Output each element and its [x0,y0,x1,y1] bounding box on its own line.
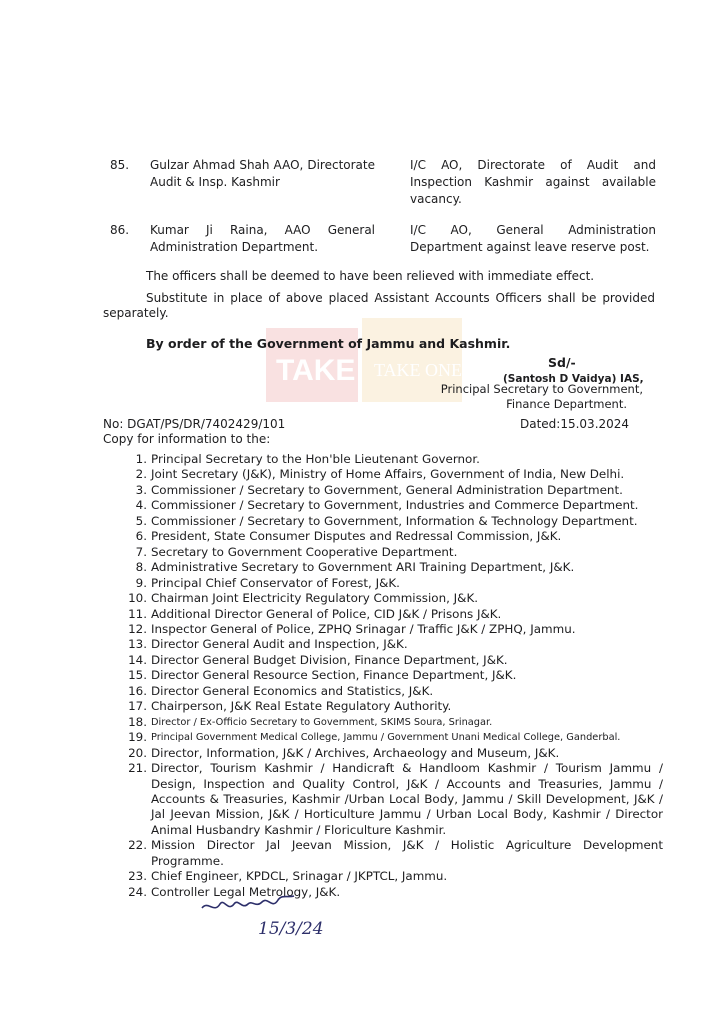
copy-list-item [103,576,663,591]
copy-list-number: 10. [128,591,147,606]
copy-list-item [103,869,663,884]
copy-list-item [103,653,663,668]
copy-list-number: 17. [128,699,147,714]
copy-list-item [103,483,663,498]
copy-list-item [103,545,663,560]
copy-list-item [103,607,663,622]
copy-list-item [103,838,663,869]
copy-list-number: 7. [135,544,147,559]
copy-list-item [103,885,663,900]
copy-list-item [103,699,663,714]
entry-posting [410,157,656,208]
copy-list-number: 12. [128,621,147,636]
copy-list-item [103,529,663,544]
copy-list-number: 2. [135,467,147,482]
copy-list-item [103,514,663,529]
copy-list-text: Chief Engineer, KPDCL, Srinagar / JKPTCL, Jammu. [151,869,448,884]
copy-list-number: 11. [128,606,147,621]
copy-list-text: Director General Audit and Inspection, J&K. [151,637,408,652]
copy-list-text: Controller Legal Metrology, J&K. [151,884,341,899]
copy-list-text: President, State Consumer Disputes and Redressal Commission, J&K. [151,529,562,544]
copy-list-text: Principal Chief Conservator of Forest, J&K. [151,575,400,590]
svg-text:TAKE ONE: TAKE ONE [374,360,463,380]
copy-list-text: Principal Government Medical College, Jammu / Government Unani Medical College, Ganderbal. [151,732,621,744]
copy-list-item [103,591,663,606]
copy-list-number: 6. [135,529,147,544]
copy-list-number: 5. [135,513,147,528]
copy-list-item [103,467,663,482]
copy-list-item [103,761,663,838]
copy-list-text: Director, Information, J&K / Archives, Archaeology and Museum, J&K. [151,745,560,760]
order-line: By order of the Government of Jammu and Kashmir. [146,336,511,351]
copy-list-text: Chairman Joint Electricity Regulatory Commission, J&K. [151,591,479,606]
signatory-department: Finance Department. [506,397,627,411]
entry-officer-line: Kumar Ji Raina, AAO General [150,223,375,237]
handwritten-initials [198,890,338,943]
reference-number: No: DGAT/PS/DR/7402429/101 [103,417,286,431]
copy-list-item [103,498,663,513]
copy-list-item [103,730,663,745]
entry-posting [410,222,656,256]
copy-list-text: Additional Director General of Police, CID J&K / Prisons J&K. [151,606,502,621]
copy-list-item [103,668,663,683]
copy-list-number: 14. [128,652,147,667]
copy-list-item [103,622,663,637]
copy-list-number: 19. [128,730,147,745]
copy-list-text: Administrative Secretary to Government ARI Training Department, J&K. [151,560,575,575]
copy-list-text: Joint Secretary (J&K), Ministry of Home Affairs, Government of India, New Delhi. [151,467,625,482]
copy-list-text: Director General Budget Division, Finance Department, J&K. [151,652,508,667]
substitute-paragraph-line2: separately. [103,306,169,320]
entry-posting-line: Department against leave reserve post. [410,240,650,254]
copy-list-item [103,684,663,699]
copy-list-number: 20. [128,745,147,760]
sd-mark: Sd/- [548,355,576,370]
copy-list-number: 23. [128,869,147,884]
relieved-paragraph: The officers shall be deemed to have been relieved with immediate effect. [146,269,595,283]
substitute-paragraph-line1: Substitute in place of above placed Assistant Accounts Officers shall be provided [146,291,655,305]
entry-officer-line: Audit & Insp. Kashmir [150,175,280,189]
svg-text:TAKE: TAKE [276,354,356,387]
entry-posting-line: vacancy. [410,192,462,206]
copy-list-item [103,560,663,575]
entry-officer-line: Gulzar Ahmad Shah AAO, Directorate [150,158,375,172]
copy-list-number: 1. [135,452,147,466]
copy-list-item [103,637,663,652]
copy-list-item [103,715,663,730]
copy-list-text: Inspector General of Police, ZPHQ Srinagar / Traffic J&K / ZPHQ, Jammu. [151,621,576,636]
entry-posting-line: Inspection Kashmir against available [410,175,656,189]
entry-officer-name [150,157,375,191]
copy-list-number: 16. [128,683,147,698]
entry-posting-line: I/C AO, Directorate of Audit and [410,158,656,172]
copy-list-number: 15. [128,668,147,683]
signatory-designation: Principal Secretary to Government, [440,382,643,396]
copy-list-number: 13. [128,637,147,652]
copy-list-item [103,746,663,761]
copy-list-text: Chairperson, J&K Real Estate Regulatory Authority. [151,699,452,714]
copy-distribution-list [103,452,663,900]
entry-officer-line: Administration Department. [150,240,319,254]
copy-list-number: 18. [128,714,147,729]
issue-date: Dated:15.03.2024 [520,417,630,431]
copy-list-text: Director General Economics and Statistics, J&K. [151,683,434,698]
copy-list-text: Director / Ex-Officio Secretary to Government, SKIMS Soura, Srinagar. [151,716,493,728]
copy-list-item [103,452,663,467]
copy-list-number: 9. [135,575,147,590]
copy-list-text: Secretary to Government Cooperative Department. [151,544,458,559]
signatory-name: (Santosh D Vaidya) IAS, [503,373,644,385]
svg-text:15/3/24: 15/3/24 [258,919,324,939]
copy-list-text: Commissioner / Secretary to Government, General Administration Department. [151,482,623,497]
copy-list-number: 22. [128,838,147,853]
entry-number: 85. [110,158,130,172]
entry-posting-line: I/C AO, General Administration [410,223,656,237]
copy-list-text: Director, Tourism Kashmir / Handicraft & Handloom Kashmir / Tourism Jammu / Design, Inspection and Quality Control, J&K / Accounts and Treasuries, Jammu / Accounts & Treasuries, Kashmir /Urban Local Body, Jammu / Skill Development, J&K / Jal Jeevan Mission, J&K / Horticulture Jammu / Urban Local Body, Kashmir / Director Animal Husbandry Kashmir / Floriculture Kashmir. [151,761,663,837]
copy-list-number: 21. [128,761,147,776]
copy-list-text: Commissioner / Secretary to Government, Industries and Commerce Department. [151,498,639,513]
entry-number: 86. [110,223,130,237]
copy-list-text: Mission Director Jal Jeevan Mission, J&K / Holistic Agriculture Development Programme. [151,838,663,868]
copy-list-number: 4. [135,498,147,513]
entry-officer-name [150,222,375,256]
copy-list-text: Commissioner / Secretary to Government, Information & Technology Department. [151,513,638,528]
copy-list-text: Director General Resource Section, Finance Department, J&K. [151,668,517,683]
copy-list-number: 3. [135,482,147,497]
copy-intro: Copy for information to the: [103,432,271,446]
copy-list-text: Principal Secretary to the Hon'ble Lieutenant Governor. [151,452,480,466]
copy-list-number: 8. [135,560,147,575]
copy-list-number: 24. [128,884,147,899]
